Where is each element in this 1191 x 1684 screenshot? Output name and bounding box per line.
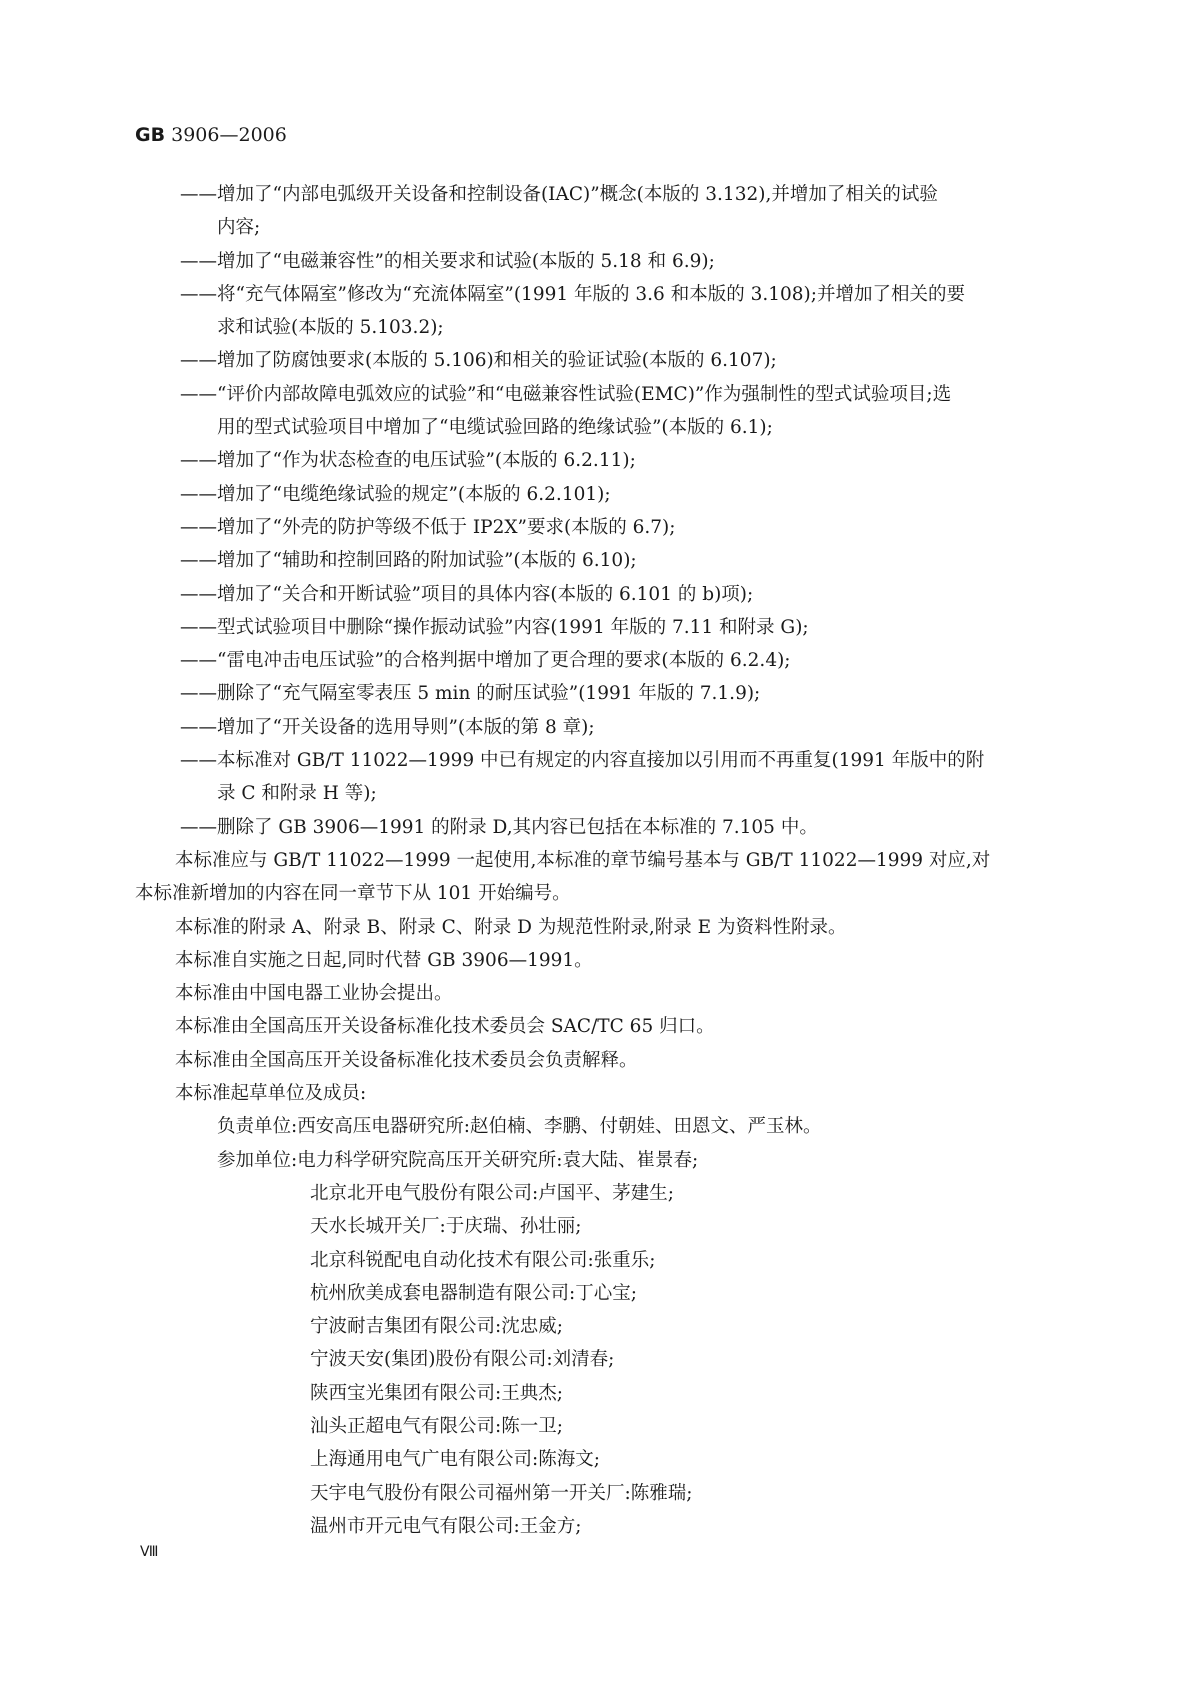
- text-line: 求和试验(本版的 5.103.2);: [217, 317, 444, 339]
- text-line: 本标准自实施之日起,同时代替 GB 3906—1991。: [175, 949, 593, 971]
- text-line: 天水长城开关厂:于庆瑞、孙壮丽;: [310, 1216, 582, 1238]
- text-line: ——删除了 GB 3906—1991 的附录 D,其内容已包括在本标准的 7.105 中。: [180, 816, 818, 838]
- text-line: ——增加了“辅助和控制回路的附加试验”(本版的 6.10);: [180, 550, 637, 572]
- text-line: ——将“充气体隔室”修改为“充流体隔室”(1991 年版的 3.6 和本版的 3.108);并增加了相关的要: [180, 283, 965, 305]
- text-line: ——增加了“关合和开断试验”项目的具体内容(本版的 6.101 的 b)项);: [180, 583, 754, 605]
- text-line: 温州市开元电气有限公司:王金方;: [310, 1515, 582, 1537]
- standard-number: 3906—2006: [171, 124, 287, 146]
- text-line: 参加单位:电力科学研究院高压开关研究所:袁大陆、崔景春;: [217, 1149, 699, 1171]
- document-header: [135, 124, 287, 146]
- text-line: ——“雷电冲击电压试验”的合格判据中增加了更合理的要求(本版的 6.2.4);: [180, 650, 791, 672]
- text-line: 本标准由中国电器工业协会提出。: [175, 983, 453, 1005]
- text-line: ——型式试验项目中删除“操作振动试验”内容(1991 年版的 7.11 和附录 G);: [180, 616, 809, 638]
- text-line: 本标准起草单位及成员:: [175, 1083, 367, 1105]
- text-line: ——删除了“充气隔室零表压 5 min 的耐压试验”(1991 年版的 7.1.9);: [180, 683, 761, 705]
- text-line: 用的型式试验项目中增加了“电缆试验回路的绝缘试验”(本版的 6.1);: [217, 417, 773, 439]
- text-line: 陕西宝光集团有限公司:王典杰;: [310, 1382, 563, 1404]
- text-line: 宁波耐吉集团有限公司:沈忠威;: [310, 1316, 563, 1338]
- text-line: 内容;: [217, 217, 261, 239]
- text-line: 北京科锐配电自动化技术有限公司:张重乐;: [310, 1249, 656, 1271]
- text-line: 杭州欣美成套电器制造有限公司:丁心宝;: [310, 1282, 637, 1304]
- text-line: 本标准由全国高压开关设备标准化技术委员会 SAC/TC 65 归口。: [175, 1016, 715, 1038]
- text-line: ——增加了“内部电弧级开关设备和控制设备(IAC)”概念(本版的 3.132),并增加了相关的试验: [180, 184, 938, 205]
- document-body: [135, 178, 1065, 1543]
- text-line: 上海通用电气广电有限公司:陈海文;: [310, 1449, 600, 1471]
- text-line: 天宇电气股份有限公司福州第一开关厂:陈雅瑞;: [310, 1482, 693, 1504]
- text-line: ——本标准对 GB/T 11022—1999 中已有规定的内容直接加以引用而不再重复(1991 年版中的附: [180, 750, 985, 772]
- text-line: 汕头正超电气有限公司:陈一卫;: [310, 1415, 563, 1437]
- text-line: ——“评价内部故障电弧效应的试验”和“电磁兼容性试验(EMC)”作为强制性的型式试验项目;选: [180, 383, 952, 405]
- text-line: 负责单位:西安高压电器研究所:赵伯楠、李鹏、付朝娃、田恩文、严玉林。: [217, 1116, 822, 1138]
- text-line: 本标准新增加的内容在同一章节下从 101 开始编号。: [135, 883, 571, 905]
- text-line: ——增加了“电磁兼容性”的相关要求和试验(本版的 5.18 和 6.9);: [180, 250, 715, 272]
- text-line: 本标准应与 GB/T 11022—1999 一起使用,本标准的章节编号基本与 GB/T 11022—1999 对应,对: [175, 849, 991, 871]
- text-line: ——增加了“外壳的防护等级不低于 IP2X”要求(本版的 6.7);: [180, 516, 676, 538]
- text-line: 宁波天安(集团)股份有限公司:刘清春;: [310, 1349, 615, 1371]
- text-line: ——增加了“作为状态检查的电压试验”(本版的 6.2.11);: [180, 450, 636, 472]
- text-line: 本标准由全国高压开关设备标准化技术委员会负责解释。: [175, 1049, 638, 1071]
- standard-prefix: GB: [135, 124, 166, 146]
- text-line: 录 C 和附录 H 等);: [217, 783, 377, 805]
- text-line: 本标准的附录 A、附录 B、附录 C、附录 D 为规范性附录,附录 E 为资料性附录。: [175, 916, 847, 938]
- page-number: Ⅷ: [140, 1544, 159, 1560]
- text-line: ——增加了“开关设备的选用导则”(本版的第 8 章);: [180, 716, 595, 738]
- text-line: ——增加了防腐蚀要求(本版的 5.106)和相关的验证试验(本版的 6.107);: [180, 350, 777, 372]
- text-line: ——增加了“电缆绝缘试验的规定”(本版的 6.2.101);: [180, 483, 611, 505]
- text-line: 北京北开电气股份有限公司:卢国平、茅建生;: [310, 1182, 674, 1204]
